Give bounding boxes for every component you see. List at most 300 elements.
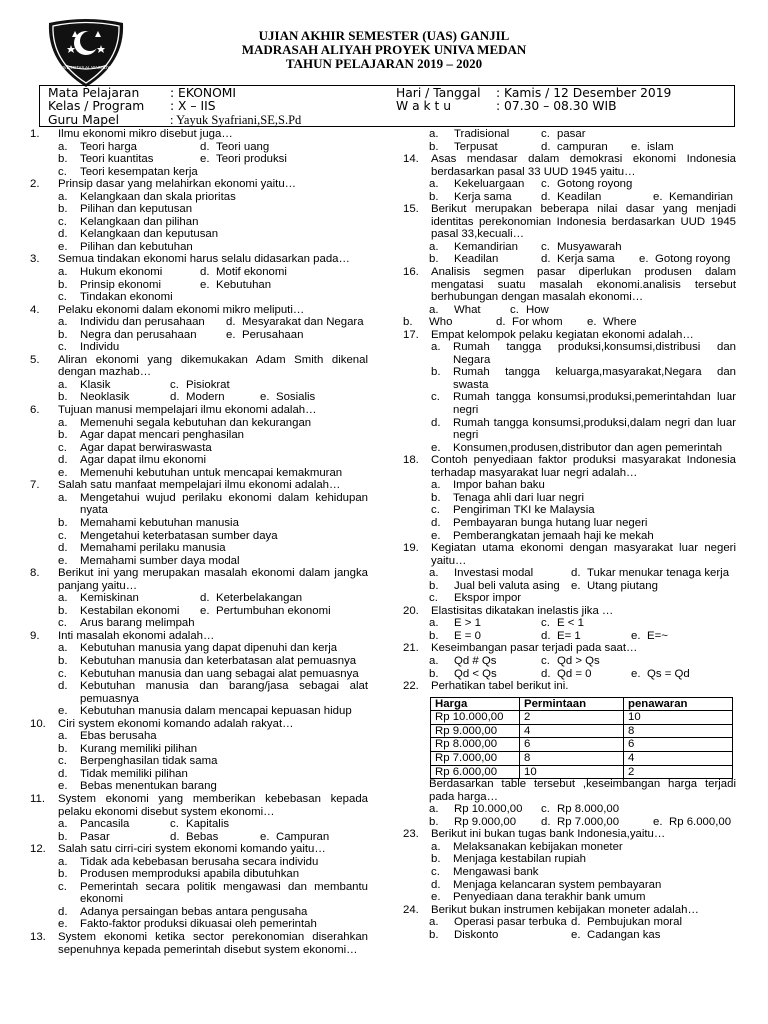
option-row	[30, 228, 368, 241]
option-row	[30, 316, 368, 329]
option-text: b.	[58, 278, 68, 291]
table-cell: 10	[624, 711, 733, 725]
question-20	[403, 605, 736, 618]
option-row	[403, 391, 736, 416]
option-text: Memenuhi kebutuhan untuk mencapai kemakmuran	[80, 466, 343, 479]
option-row	[30, 680, 368, 705]
question-12	[30, 843, 368, 856]
option-text: E=~	[647, 629, 668, 642]
option-text: Jual beli valuta asing	[454, 579, 560, 592]
option-text: Prinsip ekonomi	[80, 278, 162, 291]
option-row	[403, 567, 736, 580]
option-text: Who	[429, 316, 453, 329]
option-text: Rp 10.000,00	[454, 803, 523, 816]
option-text: E = 0	[454, 629, 481, 642]
option-text: For whom	[512, 316, 563, 329]
option-text: Pasar	[80, 830, 110, 843]
option-text: b.	[429, 253, 439, 266]
question-text: Elastisitas dikatakan inelastis jika …	[431, 604, 614, 617]
question-text: Berikut ini bukan tugas bank Indonesia,yaitu…	[431, 828, 666, 841]
option-row	[30, 442, 368, 455]
option-text: Agar dapat berwiraswasta	[80, 441, 212, 454]
question-8	[30, 567, 368, 592]
option-text: a.	[58, 378, 68, 391]
header-line-1: UJIAN AKHIR SEMESTER (UAS) GANJIL	[258, 28, 510, 43]
header-line-2: MADRASAH ALIYAH PROYEK UNIVA MEDAN	[241, 42, 527, 57]
option-text: c.	[541, 178, 550, 191]
option-row	[403, 841, 736, 854]
option-text: c.	[541, 240, 550, 253]
option-text: Campuran	[276, 830, 330, 843]
option-text: c.	[58, 617, 67, 630]
question-text: Empat kelompok pelaku kegiatan ekonomi adalah…	[431, 328, 694, 341]
option-text: Kebutuhan manusia dan keterbatasan alat pemuasnya	[80, 654, 357, 667]
option-letter: b.	[58, 516, 68, 529]
option-text: Utang piutang	[587, 579, 658, 592]
question-7	[30, 479, 368, 492]
option-text: Klasik	[80, 378, 111, 391]
option-text: d.	[541, 253, 551, 266]
option-letter: b.	[431, 366, 441, 379]
option-letter: a.	[431, 341, 441, 354]
option-text: Gotong royong	[557, 178, 633, 191]
left-column	[30, 128, 368, 956]
table-cell: Rp 9.000,00	[431, 724, 520, 738]
option-text: b.	[58, 328, 68, 341]
option-text: Kurang memiliki pilihan	[80, 742, 198, 755]
option-text: Memahami kebutuhan manusia	[80, 516, 239, 529]
option-text: Terpusat	[454, 140, 498, 153]
option-text: b.	[429, 667, 439, 680]
option-row	[30, 241, 368, 254]
option-row	[30, 868, 368, 881]
option-row	[403, 530, 736, 543]
question-text: System ekonomi yang memberikan kebebasan kepada pelaku ekonomi disebut system ekonomi…	[58, 792, 368, 818]
question-number: 3.	[30, 253, 40, 266]
option-letter: b.	[58, 429, 68, 442]
question-text: Tujuan manusi mempelajari ilmu ekonomi adalah…	[58, 404, 317, 417]
option-letter: c.	[431, 391, 440, 404]
table-cell: 2	[624, 765, 733, 779]
option-text: Pemberangkatan jemaah haji ke mekah	[453, 529, 654, 542]
option-text: Kerja sama	[454, 190, 512, 203]
table-cell: 8	[624, 724, 733, 738]
option-text: Operasi pasar terbuka	[454, 916, 567, 929]
option-letter: b.	[58, 742, 68, 755]
question-21	[403, 642, 736, 655]
option-text: e.	[631, 140, 641, 153]
option-text: Perusahaan	[242, 328, 304, 341]
option-text: Neoklasik	[80, 391, 130, 404]
option-letter: e.	[431, 891, 441, 904]
question-text: Aliran ekonomi yang dikemukakan Adam Smith dikenal dengan mazhab…	[58, 353, 368, 379]
option-text: a.	[58, 316, 68, 329]
option-row	[30, 341, 368, 354]
option-row	[30, 454, 368, 467]
option-text: Individu	[80, 341, 120, 354]
option-text: d.	[541, 815, 551, 828]
waktu-value: : 07.30 – 08.30 WIB	[496, 99, 617, 113]
option-letter: e.	[431, 529, 441, 542]
option-row	[403, 803, 736, 816]
option-text: Mengetahui keterbatasan sumber daya	[80, 529, 278, 542]
option-text: b.	[429, 815, 439, 828]
option-letter: e.	[58, 705, 68, 718]
option-text: Modern	[186, 391, 225, 404]
option-text: Cadangan kas	[587, 928, 661, 941]
option-text: c.	[510, 303, 519, 316]
question-text: Prinsip dasar yang melahirkan ekonomi yaitu…	[58, 178, 297, 191]
option-letter: e.	[431, 441, 441, 454]
question-number: 17.	[403, 328, 419, 341]
option-row	[30, 668, 368, 681]
option-text: Diskonto	[454, 928, 499, 941]
option-text: Rumah tangga keluarga,masyarakat,Negara dan swasta	[453, 366, 736, 391]
option-row	[30, 141, 368, 154]
question-text: Keseimbangan pasar terjadi pada saat…	[431, 642, 638, 655]
question-number: 16.	[403, 266, 419, 279]
question-14	[403, 153, 736, 178]
kelas-value: : X – IIS	[170, 99, 216, 113]
question-number: 5.	[30, 353, 40, 366]
option-text: Rumah tangga konsumsi,produksi,dalam negri dan luar negri	[453, 416, 736, 442]
option-text: Keadilan	[557, 190, 602, 203]
option-text: a.	[429, 567, 439, 580]
option-text: Pembayaran bunga hutang luar negeri	[453, 516, 648, 529]
option-letter: a.	[58, 491, 68, 504]
option-text: c.	[541, 803, 550, 816]
option-text: Bebas	[186, 830, 219, 843]
question-number: 10.	[30, 717, 46, 730]
option-letter: a.	[431, 840, 441, 853]
option-row	[403, 253, 736, 266]
option-text: b.	[58, 153, 68, 166]
question-text: Ciri system ekonomi komando adalah rakyat…	[58, 717, 294, 730]
mapel-label: Mata Pelajaran	[48, 86, 140, 100]
option-row	[403, 304, 736, 317]
option-text: Fakto-faktor produksi dikuasai oleh pemerintah	[80, 918, 317, 931]
option-text: Kelangkaan dan pilihan	[80, 215, 199, 228]
question-16	[403, 266, 736, 304]
question-number: 21.	[403, 642, 419, 655]
option-text: a.	[429, 178, 439, 191]
option-text: d.	[541, 629, 551, 642]
option-letter: d.	[431, 516, 441, 529]
table-row	[431, 724, 733, 738]
option-text: Pemerintah secara politik mengawasi dan membantu ekonomi	[80, 880, 368, 906]
question-text: System ekonomi ketika sector perekonomian diserahkan sepenuhnya kepada pemerintah disebut system ekonomi…	[58, 931, 368, 956]
option-text: Teori kesempatan kerja	[80, 165, 198, 178]
question-text: Perhatikan tabel berikut ini.	[431, 680, 569, 693]
option-row	[30, 906, 368, 919]
option-text: Menjaga kestabilan rupiah	[453, 853, 586, 866]
option-text: Musyawarah	[557, 240, 622, 253]
option-text: d.	[170, 391, 180, 404]
question-9	[30, 630, 368, 643]
question-text: Analisis segmen pasar diperlukan produsen dalam mengatasi suatu masalah ekonomi.analisis tersebut berhubungan dengan masalah ekonomi…	[431, 266, 736, 304]
option-row	[30, 755, 368, 768]
question-24	[403, 904, 736, 917]
table-cell: Rp 7.000,00	[431, 751, 520, 765]
option-text: How	[526, 303, 549, 316]
option-text: c.	[541, 617, 550, 630]
option-text: c.	[58, 341, 67, 354]
option-row	[403, 141, 736, 154]
question-number: 8.	[30, 567, 40, 580]
option-row	[30, 642, 368, 655]
option-text: d.	[571, 916, 581, 929]
option-row	[403, 816, 736, 829]
option-row	[403, 191, 736, 204]
table-cell: Rp 6.000,00	[431, 765, 520, 779]
option-row	[30, 379, 368, 392]
option-text: campuran	[557, 140, 608, 153]
option-row	[30, 555, 368, 568]
option-text: Kebutuhan manusia dan barang/jasa sebagai alat pemuasnya	[80, 680, 368, 705]
option-row	[403, 668, 736, 681]
option-text: Kebutuhan manusia yang dapat dipenuhi dan kerja	[80, 642, 338, 655]
question-text: Semua tindakan ekonomi harus selalu didasarkan pada…	[58, 253, 350, 266]
option-text: Kemandirian	[669, 190, 733, 203]
option-text: b.	[429, 928, 439, 941]
option-text: Pilihan dan keputusan	[80, 203, 193, 216]
waktu-label: W a k t u	[396, 99, 452, 113]
question-22-after: Berdasarkan table tersebut ,keseimbangan harga terjadi pada harga…	[429, 778, 736, 803]
option-row	[403, 504, 736, 517]
exam-info-box	[39, 85, 735, 127]
option-text: Tidak memiliki pilihan	[80, 767, 188, 780]
option-text: b.	[429, 579, 439, 592]
option-letter: d.	[58, 542, 68, 555]
option-text: e.	[200, 278, 210, 291]
guru-label: Guru Mapel	[48, 112, 120, 127]
question-text: Pelaku ekonomi dalam ekonomi mikro meliputi…	[58, 303, 305, 316]
question-text: Kegiatan utama ekonomi dengan masyarakat luar negeri yaitu…	[431, 542, 736, 567]
option-text: Kapitalis	[186, 818, 230, 831]
option-row	[403, 580, 736, 593]
question-number: 18.	[403, 454, 419, 467]
question-22	[403, 680, 736, 693]
option-text: Teori kuantitas	[80, 153, 154, 166]
option-letter: c.	[58, 215, 67, 228]
question-15	[403, 203, 736, 241]
option-text: Rp 7.000,00	[557, 815, 620, 828]
option-text: d.	[200, 266, 210, 279]
question-number: 15.	[403, 203, 419, 216]
option-text: Adanya persaingan bebas antara pengusaha	[80, 905, 308, 918]
table-cell: 4	[520, 724, 624, 738]
option-text: Teori uang	[216, 140, 270, 153]
table-cell: Rp 10.000,00	[431, 711, 520, 725]
option-row	[30, 203, 368, 216]
option-text: Negra dan perusahaan	[80, 328, 197, 341]
option-row	[30, 605, 368, 618]
question-13-options	[403, 128, 736, 141]
question-number: 11.	[30, 792, 45, 805]
option-row	[403, 891, 736, 904]
option-letter: b.	[58, 868, 68, 881]
option-text: e.	[226, 328, 236, 341]
option-text: c.	[429, 592, 438, 605]
option-text: Rp 8.000,00	[557, 803, 620, 816]
question-18	[403, 454, 736, 479]
option-text: Memahami sumber daya modal	[80, 554, 240, 567]
option-text: Kelangkaan dan skala prioritas	[80, 190, 236, 203]
option-text: e.	[200, 604, 210, 617]
option-text: Rumah tangga konsumsi,produksi,pemerintahdan luar negri	[453, 391, 736, 417]
question-number: 9.	[30, 629, 40, 642]
question-text: Berikut ini yang merupakan masalah ekonomi dalam jangka panjang yaitu…	[58, 567, 368, 592]
table-cell: 6	[520, 738, 624, 752]
option-text: Motif ekonomi	[216, 266, 287, 279]
option-text: Tradisional	[454, 128, 510, 140]
question-number: 24.	[403, 903, 419, 916]
option-text: Kemiskinan	[80, 592, 139, 605]
option-text: Qd # Qs	[454, 654, 497, 667]
option-text: a.	[429, 617, 439, 630]
option-row	[30, 492, 368, 517]
option-text: a.	[58, 592, 68, 605]
logo-text: UNIVERSITAS AL WASHLIYAH	[56, 65, 116, 70]
option-text: a.	[429, 128, 439, 140]
option-row	[30, 429, 368, 442]
option-letter: c.	[58, 667, 67, 680]
option-letter: a.	[58, 730, 68, 743]
option-row	[30, 530, 368, 543]
option-text: Pembujukan moral	[587, 916, 682, 929]
option-row	[30, 881, 368, 906]
option-text: c.	[541, 128, 550, 140]
option-text: e.	[653, 190, 663, 203]
question-2	[30, 178, 368, 191]
option-row	[30, 216, 368, 229]
option-row	[30, 279, 368, 292]
option-letter: c.	[58, 755, 67, 768]
option-row	[30, 918, 368, 931]
school-logo	[43, 15, 129, 89]
option-text: Produsen memproduksi apabila dibutuhkan	[80, 868, 300, 881]
option-letter: b.	[58, 203, 68, 216]
table-header: Harga	[431, 697, 520, 711]
option-letter: b.	[431, 491, 441, 504]
option-text: d.	[571, 567, 581, 580]
option-row	[30, 166, 368, 179]
question-number: 4.	[30, 303, 40, 316]
option-row	[403, 366, 736, 391]
question-5	[30, 354, 368, 379]
option-text: Qs = Qd	[647, 667, 690, 680]
question-1	[30, 128, 368, 141]
option-text: e.	[260, 391, 270, 404]
option-letter: c.	[58, 880, 67, 893]
option-text: Ebas berusaha	[80, 730, 157, 743]
option-text: Agar dapat mencari penghasilan	[80, 429, 245, 442]
option-text: Tukar menukar tenaga kerja	[587, 567, 730, 580]
option-text: b.	[403, 316, 413, 329]
question-3	[30, 253, 368, 266]
option-letter: e.	[58, 554, 68, 567]
option-text: d.	[541, 667, 551, 680]
option-row	[30, 831, 368, 844]
option-text: Kerja sama	[557, 253, 615, 266]
question-10	[30, 718, 368, 731]
option-letter: a.	[58, 416, 68, 429]
question-text: Salah satu cirri-ciri system ekonomi komando yaitu…	[58, 843, 326, 856]
question-number: 1.	[30, 128, 40, 140]
option-text: e.	[587, 316, 597, 329]
option-row	[30, 329, 368, 342]
option-row	[403, 592, 736, 605]
option-letter: e.	[58, 780, 68, 793]
option-text: Kebutuhan manusia dalam mencapai kepuasan hidup	[80, 705, 352, 718]
table-row	[431, 711, 733, 725]
option-text: Teori harga	[80, 140, 137, 153]
price-table	[430, 697, 733, 780]
option-text: Memenuhi segala kebutuhan dan kekurangan	[80, 416, 312, 429]
option-letter: d.	[431, 878, 441, 891]
option-letter: b.	[58, 654, 68, 667]
option-text: Pisiokrat	[186, 378, 230, 391]
option-row	[403, 866, 736, 879]
option-letter: e.	[58, 918, 68, 931]
guru-value: : Yayuk Syafriani,SE,S.Pd	[170, 112, 302, 127]
option-letter: b.	[431, 853, 441, 866]
option-text: e.	[631, 629, 641, 642]
option-text: Tindakan ekonomi	[80, 291, 173, 304]
option-row	[30, 191, 368, 204]
option-text: Impor bahan baku	[453, 479, 545, 492]
option-text: E > 1	[454, 617, 481, 630]
header-line-3: TAHUN PELAJARAN 2019 – 2020	[285, 56, 483, 71]
option-text: d.	[200, 140, 210, 153]
mapel-value: : EKONOMI	[170, 86, 237, 100]
question-number: 23.	[403, 828, 419, 841]
option-letter: e.	[58, 240, 68, 253]
option-text: Penyediaan dana terakhir bank umum	[453, 891, 646, 904]
option-text: Investasi modal	[454, 567, 534, 580]
option-text: a.	[58, 266, 68, 279]
option-text: Rp 6.000,00	[669, 815, 732, 828]
question-text: Salah satu manfaat mempelajari ilmu ekonomi adalah…	[58, 479, 341, 492]
exam-header	[150, 29, 618, 71]
question-11	[30, 793, 368, 818]
question-number: 14.	[403, 153, 419, 166]
option-text: b.	[429, 140, 439, 153]
option-row	[30, 153, 368, 166]
option-row	[30, 291, 368, 304]
option-text: Agar dapat ilmu ekonomi	[80, 454, 206, 467]
option-letter: a.	[58, 190, 68, 203]
table-row	[431, 738, 733, 752]
option-row	[403, 479, 736, 492]
option-text: What	[454, 303, 481, 316]
option-text: a.	[429, 916, 439, 929]
option-text: Berpenghasilan tidak sama	[80, 755, 218, 768]
option-row	[403, 630, 736, 643]
question-13	[30, 931, 368, 956]
option-text: b.	[429, 190, 439, 203]
option-text: pasar	[557, 128, 586, 140]
option-text: c.	[58, 165, 67, 178]
option-text: a.	[58, 140, 68, 153]
table-cell: 10	[520, 765, 624, 779]
table-cell: 8	[520, 751, 624, 765]
question-number: 20.	[403, 604, 419, 617]
option-letter: c.	[431, 504, 440, 517]
option-text: Individu dan perusahaan	[80, 316, 205, 329]
option-text: c.	[170, 818, 179, 831]
option-row	[30, 417, 368, 430]
